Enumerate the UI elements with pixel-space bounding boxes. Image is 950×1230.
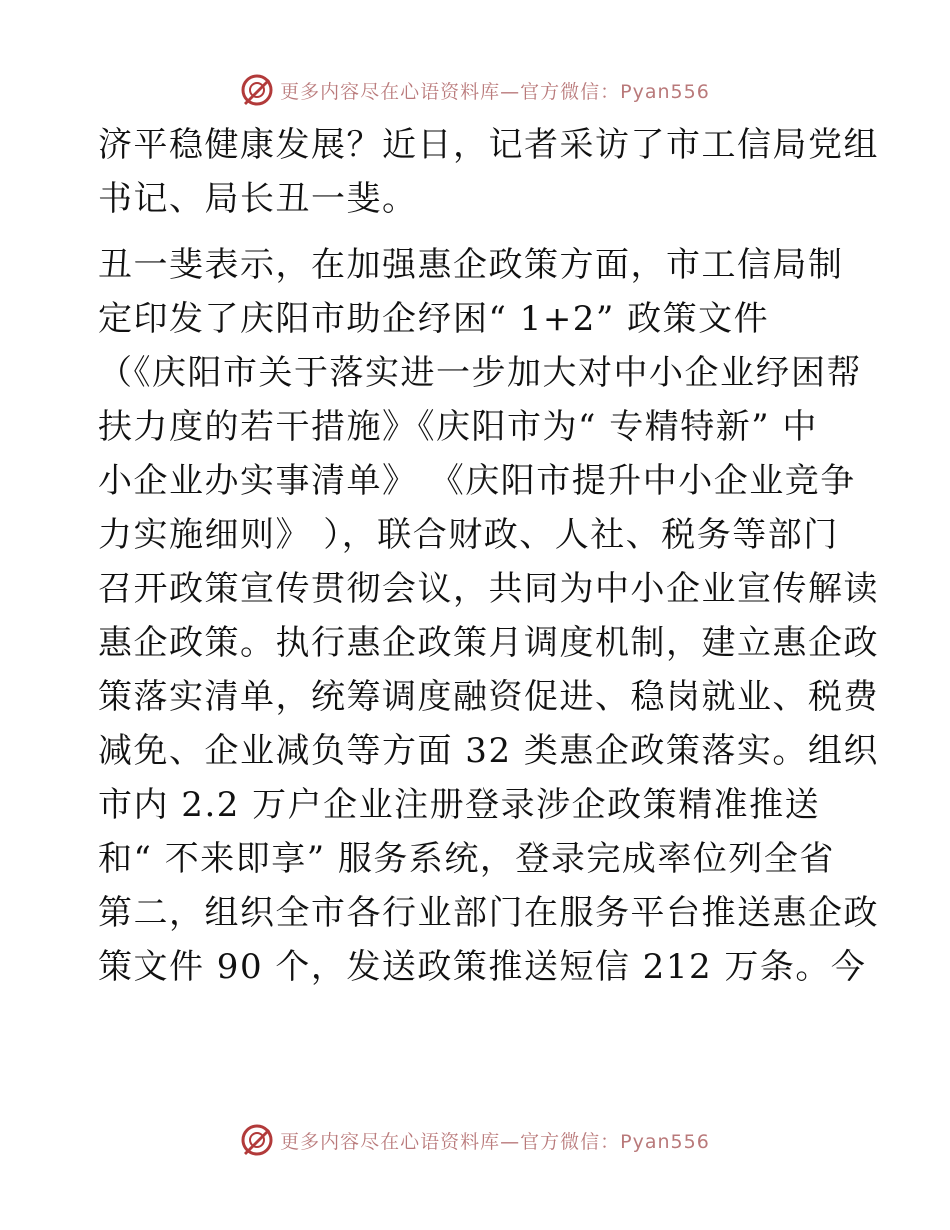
brand-logo-icon	[240, 73, 274, 107]
text-line: 市内 2.2 万户企业注册登录涉企政策精准推送	[98, 785, 821, 825]
text-line: 召开政策宣传贯彻会议，共同为中小企业宣传解读	[98, 569, 879, 609]
text-line: 策落实清单，统筹调度融资促进、稳岗就业、税费	[98, 677, 879, 717]
text-line: 书记、局长丑一斐。	[98, 179, 418, 219]
text-line: 济平稳健康发展？近日，记者采访了市工信局党组	[98, 125, 879, 165]
text-line: 力实施细则》 ），联合财政、人社、税务等部门	[98, 515, 839, 555]
header-banner	[0, 70, 950, 110]
text-line: 定印发了庆阳市助企纾困“ 1+2” 政策文件	[98, 299, 770, 339]
text-line: 惠企政策。执行惠企政策月调度机制，建立惠企政	[98, 623, 879, 663]
text-line: 策文件 90 个，发送政策推送短信 212 万条。今	[98, 947, 867, 987]
paragraph-2	[98, 238, 879, 994]
text-line: 丑一斐表示，在加强惠企政策方面，市工信局制	[98, 245, 844, 285]
text-line: （《庆阳市关于落实进一步加大对中小企业纾困帮	[98, 353, 862, 393]
brand-logo-icon	[240, 1123, 274, 1157]
footer-banner-text: 更多内容尽在心语资料库—官方微信：Pyan556	[280, 1130, 710, 1153]
footer-banner	[0, 1120, 950, 1160]
paragraph-1	[98, 118, 879, 226]
text-line: 第二，组织全市各行业部门在服务平台推送惠企政	[98, 893, 879, 933]
text-line: 减免、企业减负等方面 32 类惠企政策落实。组织	[98, 731, 879, 771]
text-line: 小企业办实事清单》 《庆阳市提升中小企业竞争	[98, 461, 856, 501]
text-line: 和“ 不来即享” 服务系统，登录完成率位列全省	[98, 839, 835, 879]
header-banner-text: 更多内容尽在心语资料库—官方微信：Pyan556	[280, 80, 710, 103]
text-line: 扶力度的若干措施》《庆阳市为“ 专精特新” 中	[98, 407, 818, 447]
document-body	[98, 118, 879, 994]
